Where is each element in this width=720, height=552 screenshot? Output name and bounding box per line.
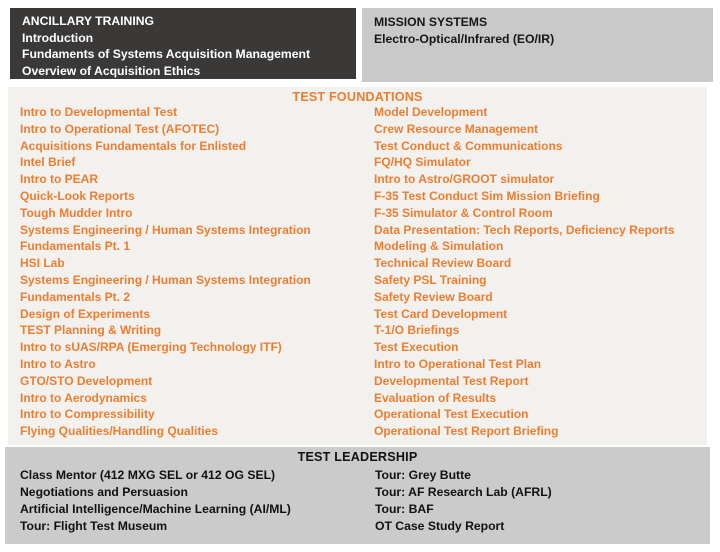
course-item: Artificial Intelligence/Machine Learning (AI/ML) (20, 502, 291, 516)
course-item: Intro to PEAR (20, 172, 98, 187)
test-leadership-title: TEST LEADERSHIP (297, 450, 418, 464)
course-item: Intro to Astro/GROOT simulator (374, 172, 555, 187)
course-item: Design of Experiments (20, 306, 151, 321)
course-item: TEST Planning & Writing (20, 323, 162, 338)
course-item: GTO/STO Development (20, 373, 153, 388)
course-item: Intro to Astro (20, 356, 96, 371)
ancillary-training-title: ANCILLARY TRAINING (22, 14, 155, 28)
course-item: Intro to Operational Test Plan (374, 356, 542, 371)
course-item: Test Execution (374, 340, 459, 355)
course-item: Modeling & Simulation (374, 239, 504, 254)
course-item: Technical Review Board (374, 256, 512, 271)
course-item: Test Card Development (374, 306, 508, 321)
course-item: Tour: AF Research Lab (AFRL) (375, 485, 552, 499)
course-item: OT Case Study Report (375, 519, 505, 533)
course-item: Quick-Look Reports (20, 188, 135, 203)
course-item: Introduction (22, 30, 94, 45)
course-item: T-1/O Briefings (374, 323, 460, 338)
course-item: Test Conduct & Communications (374, 138, 563, 153)
test-foundations-right-column (374, 104, 675, 440)
course-item: Data Presentation: Tech Reports, Deficiency Reports (374, 222, 675, 237)
course-item: Electro-Optical/Infrared (EO/IR) (374, 31, 555, 46)
test-leadership-right-column (375, 467, 552, 535)
course-item: Safety PSL Training (374, 272, 487, 287)
test-foundations-section (8, 87, 707, 445)
course-item: Intel Brief (20, 155, 76, 170)
course-item: Intro to Developmental Test (20, 105, 178, 119)
course-item: Negotiations and Persuasion (20, 485, 188, 499)
course-item: Operational Test Report Briefing (374, 424, 559, 439)
course-item: Class Mentor (412 MXG SEL or 412 OG SEL) (20, 468, 276, 482)
course-item: Fundaments of Systems Acquisition Management (22, 47, 311, 62)
course-item: Developmental Test Report (374, 373, 529, 388)
test-foundations-left-column (20, 104, 311, 440)
course-item: Safety Review Board (374, 289, 493, 304)
course-item: Evaluation of Results (374, 390, 497, 405)
course-item: Tour: Grey Butte (375, 468, 471, 482)
course-item: F-35 Test Conduct Sim Mission Briefing (374, 188, 600, 203)
course-item: Crew Resource Management (374, 121, 539, 136)
course-item: Tour: Flight Test Museum (20, 519, 168, 533)
course-item: Acquisitions Fundamentals for Enlisted (20, 138, 247, 153)
course-item: Intro to Compressibility (20, 407, 155, 422)
ancillary-training-box (10, 8, 356, 79)
course-item: Flying Qualities/Handling Qualities (20, 424, 219, 439)
test-leadership-left-column (20, 467, 291, 535)
course-item: Intro to sUAS/RPA (Emerging Technology ITF) (20, 340, 282, 355)
test-foundations-title: TEST FOUNDATIONS (292, 90, 423, 104)
test-leadership-section (5, 447, 710, 544)
course-item: Operational Test Execution (374, 407, 529, 422)
course-item: Fundamentals Pt. 2 (20, 289, 131, 304)
course-item: Model Development (374, 105, 488, 119)
course-item: FQ/HQ Simulator (374, 155, 471, 170)
mission-systems-title: MISSION SYSTEMS (374, 15, 488, 29)
course-item: HSI Lab (20, 256, 65, 271)
course-item: Systems Engineering / Human Systems Integration (20, 272, 311, 287)
course-item: Overview of Acquisition Ethics (22, 63, 201, 78)
course-item: F-35 Simulator & Control Room (374, 205, 553, 220)
course-item: Systems Engineering / Human Systems Integration (20, 222, 311, 237)
course-item: Tour: BAF (375, 502, 434, 516)
course-item: Tough Mudder Intro (20, 205, 133, 220)
course-item: Fundamentals Pt. 1 (20, 239, 131, 254)
course-item: Intro to Aerodynamics (20, 390, 147, 405)
course-item: Intro to Operational Test (AFOTEC) (20, 121, 220, 136)
mission-systems-box (362, 8, 713, 82)
